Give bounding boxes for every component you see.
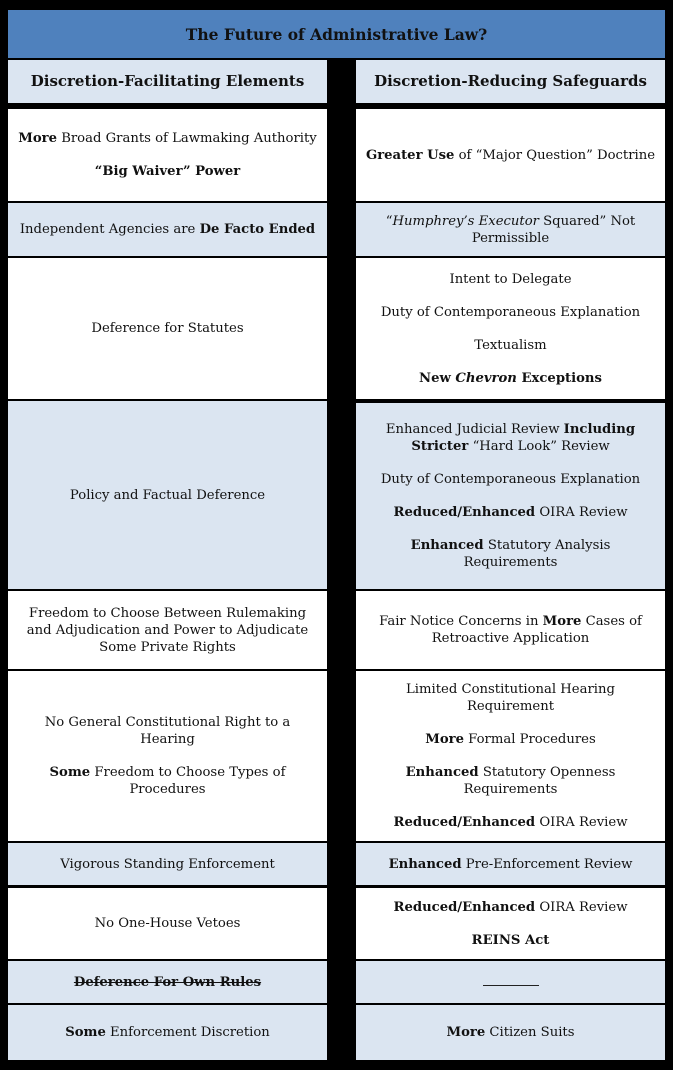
- cell-line: [364, 613, 657, 647]
- cell-line: [16, 605, 319, 656]
- cell-line: [472, 932, 550, 949]
- text-run: Independent Agencies are: [19, 222, 200, 237]
- left-cell-2: [8, 203, 327, 256]
- text-run: De Facto Ended: [199, 222, 316, 237]
- cell-line: [394, 504, 628, 521]
- text-run: “: [385, 213, 393, 229]
- text-run: OIRA Review: [535, 899, 628, 915]
- text-run: Textualism: [474, 337, 547, 353]
- text-run: Broad Grants of Lawmaking Authority: [57, 131, 317, 146]
- text-run: Policy and Factual Deference: [69, 487, 266, 503]
- cell-line: [394, 899, 628, 916]
- text-run: Fair Notice Concerns in: [379, 614, 543, 629]
- cell-line: [70, 487, 265, 504]
- text-run: Enhanced Judicial Review: [385, 422, 564, 437]
- text-run: “Big Waiver” Power: [94, 164, 241, 179]
- text-run: Formal Procedures: [463, 732, 596, 747]
- text-run: Greater Use: [365, 147, 455, 163]
- cell-line: [364, 213, 657, 247]
- text-run: Exceptions: [516, 370, 602, 386]
- text-run: More: [425, 732, 464, 747]
- text-run: Enhanced: [388, 856, 462, 872]
- text-run: Intent to Delegate: [449, 271, 572, 287]
- right-cell-7: [356, 843, 665, 885]
- text-run: Pre-Enforcement Review: [461, 856, 633, 872]
- right-cell-2: [356, 203, 665, 256]
- left-cell-5: [8, 591, 327, 669]
- text-run: Humphrey’s Executor: [392, 213, 539, 229]
- right-cell-8: [356, 888, 665, 959]
- table-title: The Future of Administrative Law?: [8, 10, 665, 58]
- text-run: New: [419, 370, 456, 386]
- column-header-left: Discretion-Facilitating Elements: [8, 60, 327, 103]
- text-run: of “Major Question” Doctrine: [454, 147, 656, 163]
- text-run: Duty of Contemporaneous Explanation: [380, 472, 641, 487]
- text-run: Some: [49, 765, 91, 780]
- text-run: Freedom to Choose Between Rulemaking and Adjudication and Power to Adjudicate Some Private Rights: [26, 605, 309, 655]
- text-run: More: [446, 1025, 486, 1040]
- cell-line: [483, 974, 539, 991]
- cell-line: [381, 471, 640, 488]
- text-run: OIRA Review: [535, 815, 628, 830]
- right-cell-1: [356, 109, 665, 201]
- cell-line: [364, 421, 657, 455]
- cell-line: [20, 221, 315, 238]
- text-run: No General Constitutional Right to a Hearing: [44, 715, 291, 747]
- cell-line: [95, 163, 240, 180]
- cell-line: [364, 764, 657, 798]
- text-run: Limited Constitutional Hearing Requirement: [406, 682, 615, 714]
- right-cell-9: [356, 961, 665, 1003]
- text-run: Deference for Statutes: [91, 321, 244, 336]
- right-cell-3: [356, 258, 665, 399]
- cell-line: [381, 304, 640, 321]
- empty-dash: [483, 985, 539, 986]
- left-cell-9: [8, 961, 327, 1003]
- text-run: Reduced/Enhanced: [393, 505, 536, 520]
- cell-line: [419, 370, 602, 387]
- text-run: More: [542, 614, 582, 629]
- text-run: REINS Act: [471, 932, 550, 948]
- right-cell-4: [356, 403, 665, 589]
- text-run: Some: [65, 1025, 106, 1040]
- text-run: Cases of Retroactive Application: [431, 614, 642, 646]
- text-run: Citizen Suits: [485, 1025, 575, 1040]
- left-cell-3: [8, 258, 327, 399]
- cell-line: [389, 856, 633, 873]
- cell-line: [91, 320, 243, 337]
- cell-line: [74, 974, 261, 991]
- text-run: Enhanced: [405, 765, 479, 780]
- left-cell-1: [8, 109, 327, 201]
- text-run: Freedom to Choose Types of Procedures: [90, 765, 286, 797]
- cell-line: [474, 337, 546, 354]
- cell-line: [394, 814, 628, 831]
- right-cell-6: [356, 671, 665, 841]
- cell-line: [446, 1024, 574, 1041]
- text-run: More: [18, 131, 57, 146]
- text-run: Statutory Openness Requirements: [463, 765, 616, 797]
- column-header-right: Discretion-Reducing Safeguards: [356, 60, 665, 103]
- text-run: Squared” Not Permissible: [471, 213, 636, 246]
- text-run: “Hard Look” Review: [468, 439, 610, 454]
- text-run: Reduced/Enhanced: [393, 899, 536, 915]
- cell-line: [364, 681, 657, 715]
- text-run: No One-House Vetoes: [94, 916, 241, 931]
- cell-line: [60, 856, 275, 873]
- text-run: Statutory Analysis Requirements: [463, 538, 611, 570]
- text-run: Including Stricter: [411, 422, 636, 454]
- left-cell-8: [8, 888, 327, 959]
- cell-line: [366, 147, 655, 164]
- left-cell-10: [8, 1005, 327, 1060]
- cell-line: [16, 714, 319, 748]
- text-run: Reduced/Enhanced: [393, 815, 536, 830]
- cell-line: [16, 764, 319, 798]
- text-run: Chevron: [455, 370, 517, 386]
- right-cell-10: [356, 1005, 665, 1060]
- text-run: Enforcement Discretion: [105, 1025, 270, 1040]
- text-run: Enhanced: [410, 538, 484, 553]
- left-cell-6: [8, 671, 327, 841]
- cell-line: [364, 537, 657, 571]
- text-run: Deference For Own Rules: [73, 974, 262, 990]
- cell-line: [95, 915, 241, 932]
- left-cell-4: [8, 401, 327, 589]
- right-cell-5: [356, 591, 665, 669]
- cell-line: [425, 731, 596, 748]
- cell-line: [18, 130, 316, 147]
- cell-line: [65, 1024, 270, 1041]
- cell-line: [449, 271, 571, 288]
- left-cell-7: [8, 843, 327, 885]
- text-run: Vigorous Standing Enforcement: [60, 856, 275, 872]
- text-run: Duty of Contemporaneous Explanation: [380, 304, 641, 320]
- text-run: OIRA Review: [535, 505, 628, 520]
